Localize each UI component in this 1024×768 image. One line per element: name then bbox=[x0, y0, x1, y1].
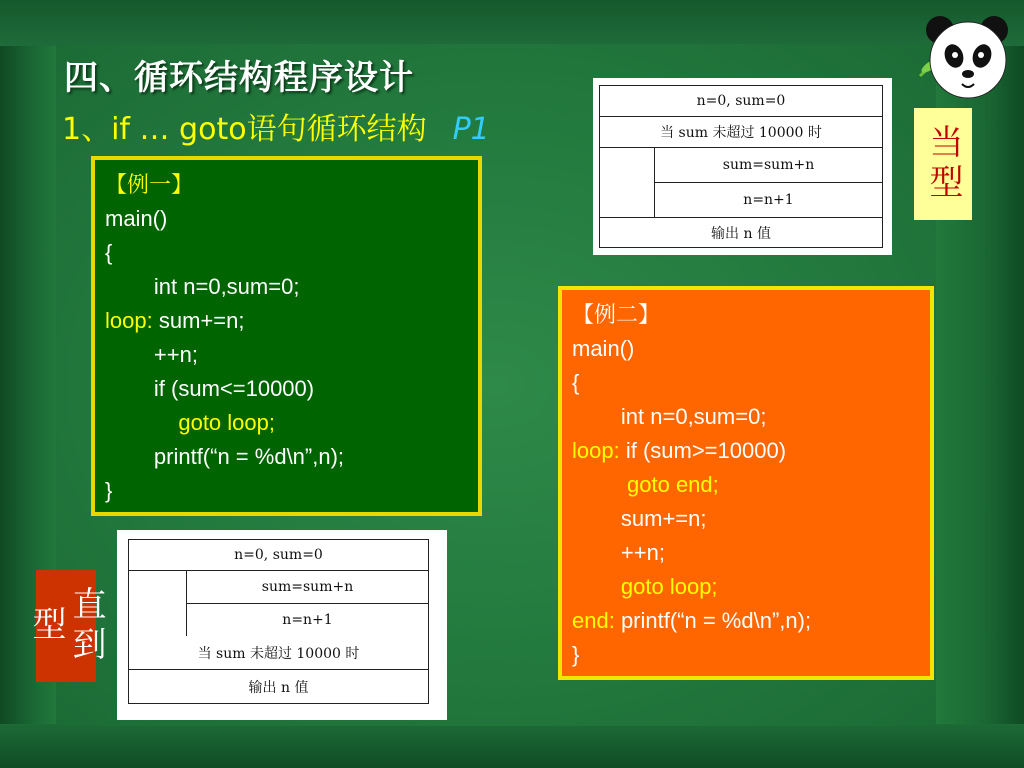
example2-code-box bbox=[558, 286, 934, 680]
ns-until-condition: 当 sum 未超过 10000 时 bbox=[128, 636, 429, 670]
code-line bbox=[105, 406, 468, 440]
ns-while-init: n=0, sum=0 bbox=[599, 85, 883, 117]
ns-until-left-bar bbox=[128, 570, 187, 637]
code-text: } bbox=[572, 642, 580, 667]
ns-until-body1: sum=sum+n bbox=[186, 570, 429, 604]
code-line bbox=[572, 332, 920, 366]
slide-subtitle bbox=[62, 104, 490, 148]
ns-diagram-while-frame bbox=[599, 85, 883, 248]
code-text: if (sum<=10000) bbox=[105, 376, 315, 401]
code-label: end: bbox=[572, 608, 615, 633]
background-bottom-band bbox=[0, 724, 1024, 768]
code-text: goto loop; bbox=[105, 410, 275, 435]
background-top-band bbox=[0, 0, 1024, 46]
code-text: } bbox=[105, 478, 113, 503]
code-line bbox=[105, 474, 468, 508]
example1-code-box bbox=[91, 156, 482, 516]
code-line bbox=[105, 236, 468, 270]
code-text: goto end; bbox=[572, 472, 719, 497]
code-line bbox=[572, 468, 920, 502]
code-line bbox=[572, 638, 920, 672]
code-text: main() bbox=[572, 336, 635, 361]
dang-type-label: 当型 bbox=[914, 108, 972, 220]
code-line bbox=[572, 434, 920, 468]
code-line bbox=[105, 338, 468, 372]
code-text: printf(“n = %d\n”,n); bbox=[105, 444, 345, 469]
code-text: int n=0,sum=0; bbox=[105, 274, 300, 299]
ns-while-left-bar bbox=[599, 147, 655, 218]
code-text: int n=0,sum=0; bbox=[572, 404, 767, 429]
code-text: ++n; bbox=[105, 342, 198, 367]
code-line bbox=[572, 502, 920, 536]
example2-code-lines bbox=[572, 332, 920, 672]
code-text: sum+=n; bbox=[152, 308, 245, 333]
code-line bbox=[572, 570, 920, 604]
example2-heading: 【例二】 bbox=[572, 302, 661, 327]
code-line bbox=[572, 400, 920, 434]
code-text: ++n; bbox=[572, 540, 665, 565]
code-line bbox=[105, 270, 468, 304]
panda-icon bbox=[910, 6, 1018, 110]
code-line bbox=[105, 372, 468, 406]
ns-until-body2: n=n+1 bbox=[186, 603, 429, 637]
example1-heading: 【例一】 bbox=[105, 172, 194, 197]
code-label: loop: bbox=[105, 308, 153, 333]
ns-diagram-until-frame bbox=[128, 539, 429, 704]
ns-while-condition: 当 sum 未超过 10000 时 bbox=[599, 116, 883, 148]
code-line bbox=[572, 604, 920, 638]
code-text: main() bbox=[105, 206, 168, 231]
slide-title: 四、循环结构程序设计 bbox=[64, 58, 414, 98]
ns-until-output: 输出 n 值 bbox=[128, 669, 429, 704]
code-line bbox=[105, 304, 468, 338]
code-line bbox=[105, 440, 468, 474]
ns-while-output: 输出 n 值 bbox=[599, 217, 883, 248]
code-label: loop: bbox=[572, 438, 620, 463]
code-text: if (sum>=10000) bbox=[619, 438, 787, 463]
ns-while-body1: sum=sum+n bbox=[654, 147, 883, 183]
page-reference: P1 bbox=[452, 112, 490, 147]
example1-code-lines bbox=[105, 202, 468, 508]
code-text: printf(“n = %d\n”,n); bbox=[614, 608, 812, 633]
zhi-dao-type-label: 直到型 bbox=[36, 570, 96, 682]
code-text: sum+=n; bbox=[572, 506, 707, 531]
ns-until-init: n=0, sum=0 bbox=[128, 539, 429, 571]
code-line bbox=[572, 366, 920, 400]
code-line bbox=[105, 202, 468, 236]
ns-diagram-until bbox=[117, 530, 447, 720]
ns-while-body2: n=n+1 bbox=[654, 182, 883, 218]
code-text: { bbox=[105, 240, 113, 265]
code-text: { bbox=[572, 370, 580, 395]
code-line bbox=[572, 536, 920, 570]
ns-diagram-while bbox=[593, 78, 892, 255]
code-text: goto loop; bbox=[572, 574, 718, 599]
subtitle-text: 1、if … goto语句循环结构 bbox=[62, 112, 427, 147]
